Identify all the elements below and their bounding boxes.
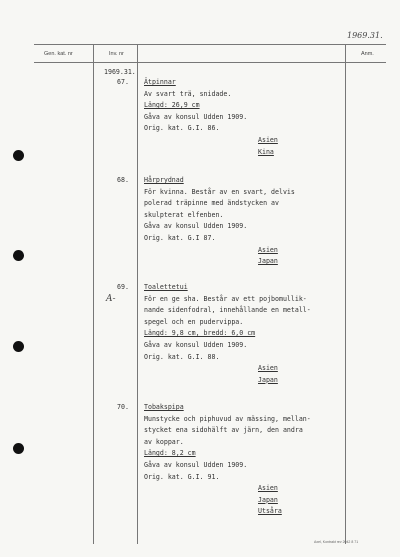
entry-title: Hårprydnad	[144, 176, 184, 184]
entry-inv-number: 67.	[117, 78, 129, 86]
entry-region: Asien	[258, 245, 278, 254]
entry-line: skulpterat elfenben.	[144, 210, 224, 219]
entry-line: Längd: 26,9 cm	[144, 101, 200, 110]
entry-line: stycket ena sidohälft av järn, den andra	[144, 426, 303, 435]
col-divider-2	[137, 44, 138, 544]
entry-line: Längd: 8,2 cm	[144, 449, 196, 458]
entry-line: Gåva av konsul Udden 1909.	[144, 112, 248, 121]
entry-region: Utsåra	[258, 507, 282, 516]
entry-title: Tobakspipa	[144, 403, 184, 411]
header-top-rule	[34, 44, 386, 45]
entry-line: Munstycke och piphuvud av mässing, mellan-	[144, 414, 311, 423]
header-anm: Anm.	[361, 51, 374, 57]
entry-line: För en ge sha. Består av ett pojbomullik-	[144, 294, 307, 303]
entry-line: polerad träpinne med ändstycken av	[144, 199, 279, 208]
entry-region: Asien	[258, 136, 278, 144]
entry-region: Japan	[258, 375, 278, 384]
entry-line: spegel och en pudervippa.	[144, 317, 244, 326]
margin-mark: A-	[106, 294, 116, 304]
entry-line: Orig. kat. G.I. 86.	[144, 124, 220, 133]
punch-hole-3	[13, 341, 24, 352]
entry-region: Kina	[258, 147, 274, 156]
entry-line: Orig. kat. G.I. 91.	[144, 472, 220, 481]
entry-inv-number: 68.	[117, 176, 129, 184]
entry-line: Orig. kat. G.I 87.	[144, 234, 216, 242]
col-divider-1	[93, 44, 94, 544]
entry-line: Längd: 9,8 cm, bredd: 6,0 cm	[144, 329, 256, 338]
entry-line: Gåva av konsul Udden 1909.	[144, 341, 248, 349]
entry-region: Japan	[258, 495, 278, 504]
entry-region: Asien	[258, 484, 278, 493]
entry-title: Toalettetui	[144, 283, 188, 291]
punch-hole-1	[13, 150, 24, 161]
punch-hole-2	[13, 250, 24, 261]
entry-line: Orig. kat. G.I. 88.	[144, 352, 220, 361]
header-inv-nr: Inv. nr	[109, 51, 124, 57]
page-year: 1969.31.	[347, 31, 383, 40]
year-entry: 1969.31.	[104, 68, 136, 76]
entry-line: av koppar.	[144, 437, 184, 446]
header-gen-kat-nr: Gen. kat. nr	[44, 51, 73, 57]
entry-inv-number: 70.	[117, 403, 129, 411]
entry-region: Japan	[258, 257, 278, 266]
entry-line: Gåva av konsul Udden 1909.	[144, 222, 248, 231]
entry-inv-number: 69.	[117, 283, 129, 291]
entry-title: Ätpinnar	[144, 78, 176, 86]
entry-line: Gåva av konsul Udden 1909.	[144, 461, 248, 469]
entry-line: nande sidenfodral, innehållande en metall-	[144, 306, 311, 315]
entry-region: Asien	[258, 364, 278, 373]
col-divider-3	[345, 44, 346, 544]
header-bottom-rule	[34, 62, 386, 63]
entry-line: För kvinna. Består av en svart, delvis	[144, 187, 295, 196]
punch-hole-4	[13, 443, 24, 454]
footer-print-note: Axel, Kontrakt rev 2042 8 71	[314, 540, 359, 544]
entry-line: Av svart trä, snidade.	[144, 89, 232, 98]
